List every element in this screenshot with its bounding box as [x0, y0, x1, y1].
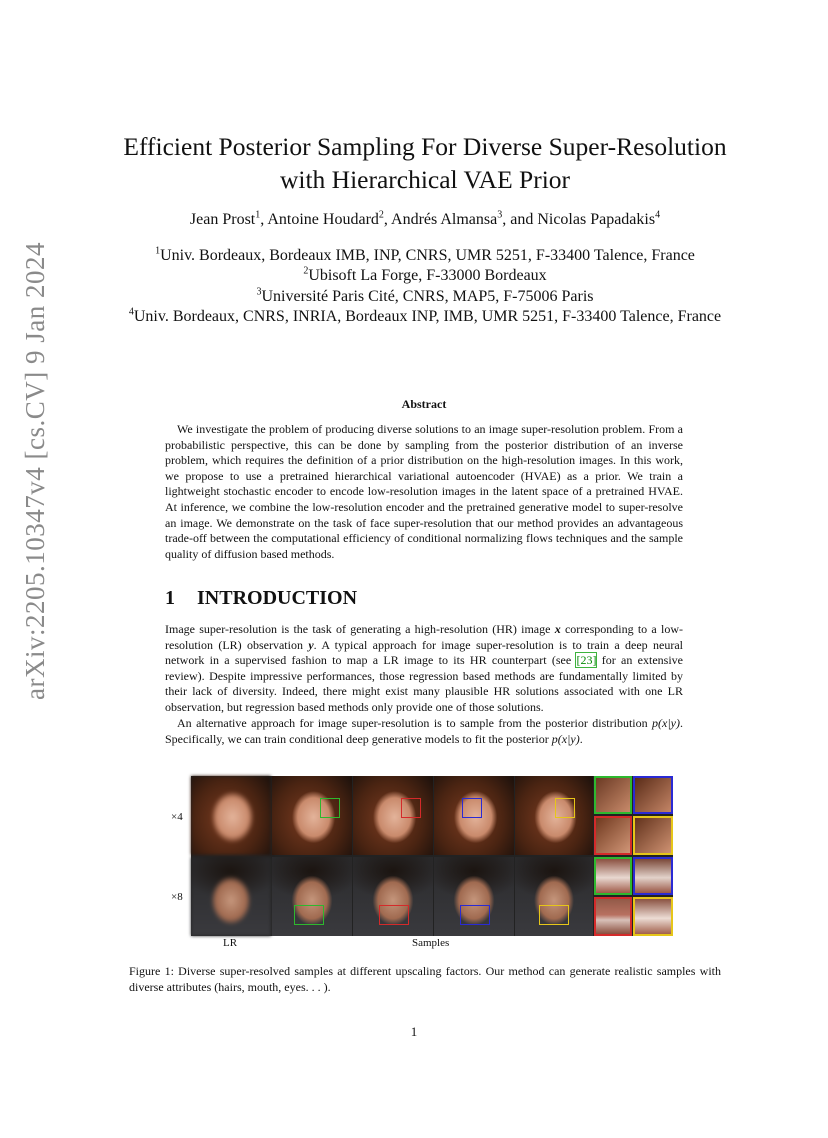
figure-image-grid	[191, 776, 673, 936]
affil-text: Univ. Bordeaux, CNRS, INRIA, Bordeaux INP, IMB, UMR 5251, F-33400 Talence, France	[133, 307, 722, 325]
section-heading	[165, 587, 357, 610]
crop-box	[555, 798, 575, 818]
author-name: Andrés Almansa	[391, 211, 498, 228]
section-number: 1	[165, 587, 175, 609]
affiliation	[60, 266, 790, 286]
intro-paragraph-2	[165, 716, 683, 747]
mouth-crop	[633, 897, 673, 936]
affil-text: Ubisoft La Forge, F-33000 Bordeaux	[308, 267, 547, 285]
row-label-x8: ×8	[171, 891, 183, 903]
author-sup: 1	[255, 209, 261, 221]
eye-crop	[594, 776, 632, 814]
row-label-x4: ×4	[171, 811, 183, 823]
face-lr-x8	[191, 857, 271, 936]
math-posterior: p(x|y)	[652, 716, 680, 730]
author-sup: 4	[655, 209, 661, 221]
author-name: Nicolas Papadakis	[537, 211, 656, 228]
eye-crop	[633, 776, 673, 814]
text-run: for an extensive review). Despite impressive performances, those regression based methods are fundamentally limited by their lack of diversity. Indeed, there might exist many plausible HR solutions associated with one LR observation, but regression based methods only provide one of those solutions.	[165, 653, 683, 714]
mouth-crop	[633, 857, 673, 895]
affil-sup: 3	[256, 286, 262, 298]
arxiv-watermark: arXiv:2205.10347v4 [cs.CV] 9 Jan 2024	[20, 242, 50, 700]
mouth-crop	[594, 857, 632, 895]
author-sup: 2	[378, 209, 384, 221]
author-list	[60, 211, 790, 229]
title-line-1: Efficient Posterior Sampling For Diverse Super-Resolution	[123, 132, 727, 161]
author-sup: 3	[497, 209, 503, 221]
column-label-samples: Samples	[412, 937, 450, 949]
eye-crop	[594, 816, 632, 855]
affil-text: Université Paris Cité, CNRS, MAP5, F-75006 Paris	[261, 287, 594, 305]
author-name: Jean Prost	[189, 211, 256, 228]
intro-paragraph-1	[165, 622, 683, 716]
crop-box	[379, 905, 409, 925]
text-run: .	[579, 731, 583, 746]
face-lr-x4	[191, 776, 271, 855]
crop-box	[462, 798, 482, 818]
paper-title	[60, 130, 790, 196]
face-sample	[434, 857, 514, 936]
column-label-lr: LR	[223, 937, 238, 949]
text-run: Image super-resolution is the task of generating a high-resolution (HR) image	[165, 622, 555, 636]
citation-link[interactable]: [23]	[576, 653, 597, 668]
crop-box	[320, 798, 340, 818]
math-x: x	[554, 622, 561, 636]
math-y: y	[308, 637, 314, 652]
math-posterior: p(x|y)	[551, 731, 580, 746]
face-sample	[272, 857, 352, 936]
face-sample	[272, 776, 352, 855]
affiliations	[60, 246, 790, 327]
abstract-body: We investigate the problem of producing diverse solutions to an image super-resolution problem. From a probabilistic perspective, this can be done by sampling from the posterior distribution of an inverse problem, which requires the definition of a prior distribution on the high-resolution images. In this work, we propose to use a pretrained hierarchical variational autoencoder (HVAE) as a prior. We train a lightweight stochastic encoder to encode low-resolution images in the latent space of a pretrained HVAE. At inference, we combine the low-resolution encoder and the pretrained generative model to super-resolve an image. We demonstrate on the task of face super-resolution that our method provides an advantageous trade-off between the computational efficiency of conditional normalizing flows techniques and the sample quality of diffusion based methods.	[165, 422, 683, 561]
figure-caption	[129, 963, 721, 995]
crop-box	[539, 905, 569, 925]
caption-text: Diverse super-resolved samples at different upscaling factors. Our method can generate realistic samples with diverse attributes (hairs, mouth, eyes. . . ).	[129, 964, 722, 994]
face-sample	[434, 776, 514, 855]
crop-box	[294, 905, 324, 925]
abstract-heading: Abstract	[401, 397, 447, 411]
author-sep: ,	[260, 211, 268, 228]
author-sep: , and	[502, 211, 538, 228]
page-number: 1	[410, 1024, 418, 1039]
affiliation	[60, 287, 790, 307]
face-sample	[515, 857, 593, 936]
face-sample	[515, 776, 593, 855]
crop-box	[401, 798, 421, 818]
affil-sup: 4	[128, 306, 134, 318]
face-sample	[353, 776, 433, 855]
affiliation	[60, 307, 790, 327]
author-sep: ,	[383, 211, 392, 228]
section-title: INTRODUCTION	[197, 587, 358, 609]
text-run: An alternative approach for image super-resolution is to sample from the posterior distribution	[177, 716, 653, 730]
affil-sup: 1	[155, 245, 161, 257]
crop-box	[460, 905, 490, 925]
affil-text: Univ. Bordeaux, Bordeaux IMB, INP, CNRS, UMR 5251, F-33400 Talence, France	[160, 247, 695, 264]
face-sample	[353, 857, 433, 936]
affiliation	[60, 246, 790, 266]
author-name: Antoine Houdard	[267, 211, 379, 228]
text-run: . Specifically, we can train conditional deep generative models to fit the posterior	[165, 716, 683, 746]
eye-crop	[633, 816, 673, 855]
text-run: . A typical approach for image super-resolution is to train a deep neural network in a supervised fashion to map a LR image to its HR counterpart (see	[165, 637, 683, 668]
mouth-crop	[594, 897, 632, 936]
affil-sup: 2	[303, 265, 309, 277]
text-run: corresponding to a low-resolution (LR) observation	[165, 622, 683, 652]
caption-label: Figure 1:	[129, 964, 174, 978]
title-line-2: with Hierarchical VAE Prior	[279, 165, 571, 194]
